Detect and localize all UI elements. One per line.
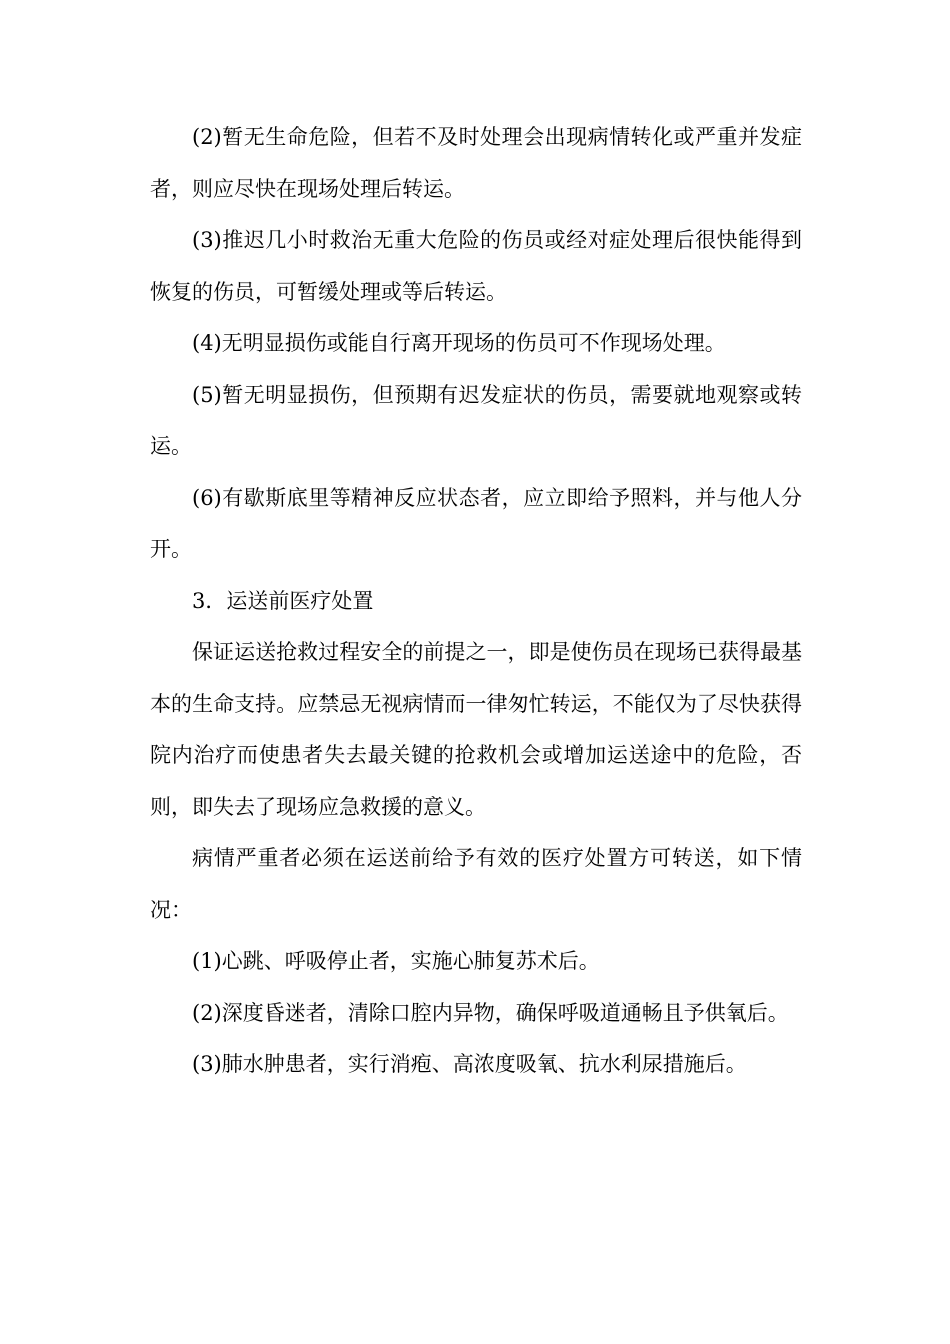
paragraph-case-3: (3)肺水肿患者，实行消疱、高浓度吸氧、抗水利尿措施后。 <box>192 1052 747 1076</box>
paragraph-item-5: (5)暂无明显损伤，但预期有迟发症状的伤员，需要就地观察或转运。 <box>150 382 802 458</box>
paragraph-premise: 保证运送抢救过程安全的前提之一，即是使伤员在现场已获得最基本的生命支持。应禁忌无视病情而一律匆忙转运，不能仅为了尽快获得院内治疗而使患者失去最关键的抢救机会或增加运送途中的危险，否则，即失去了现场应急救援的意义。 <box>150 640 802 819</box>
paragraph-item-6: (6)有歇斯底里等精神反应状态者，应立即给予照料，并与他人分开。 <box>150 485 802 561</box>
paragraph-case-1: (1)心跳、呼吸停止者，实施心肺复苏术后。 <box>192 949 600 973</box>
document-body <box>150 112 802 1091</box>
paragraph-item-3: (3)推迟几小时救治无重大危险的伤员或经对症处理后很快能得到恢复的伤员，可暂缓处理或等后转运。 <box>150 228 802 304</box>
paragraph-item-4: (4)无明显损伤或能自行离开现场的伤员可不作现场处理。 <box>192 331 726 355</box>
section-heading: 3．运送前医疗处置 <box>192 588 374 613</box>
paragraph-item-2: (2)暂无生命危险，但若不及时处理会出现病情转化或严重并发症者，则应尽快在现场处理后转运。 <box>150 125 802 201</box>
paragraph-case-2: (2)深度昏迷者，清除口腔内异物，确保呼吸道通畅且予供氧后。 <box>192 1000 789 1025</box>
paragraph-severe-cases: 病情严重者必须在运送前给予有效的医疗处置方可转送，如下情况： <box>150 846 802 922</box>
